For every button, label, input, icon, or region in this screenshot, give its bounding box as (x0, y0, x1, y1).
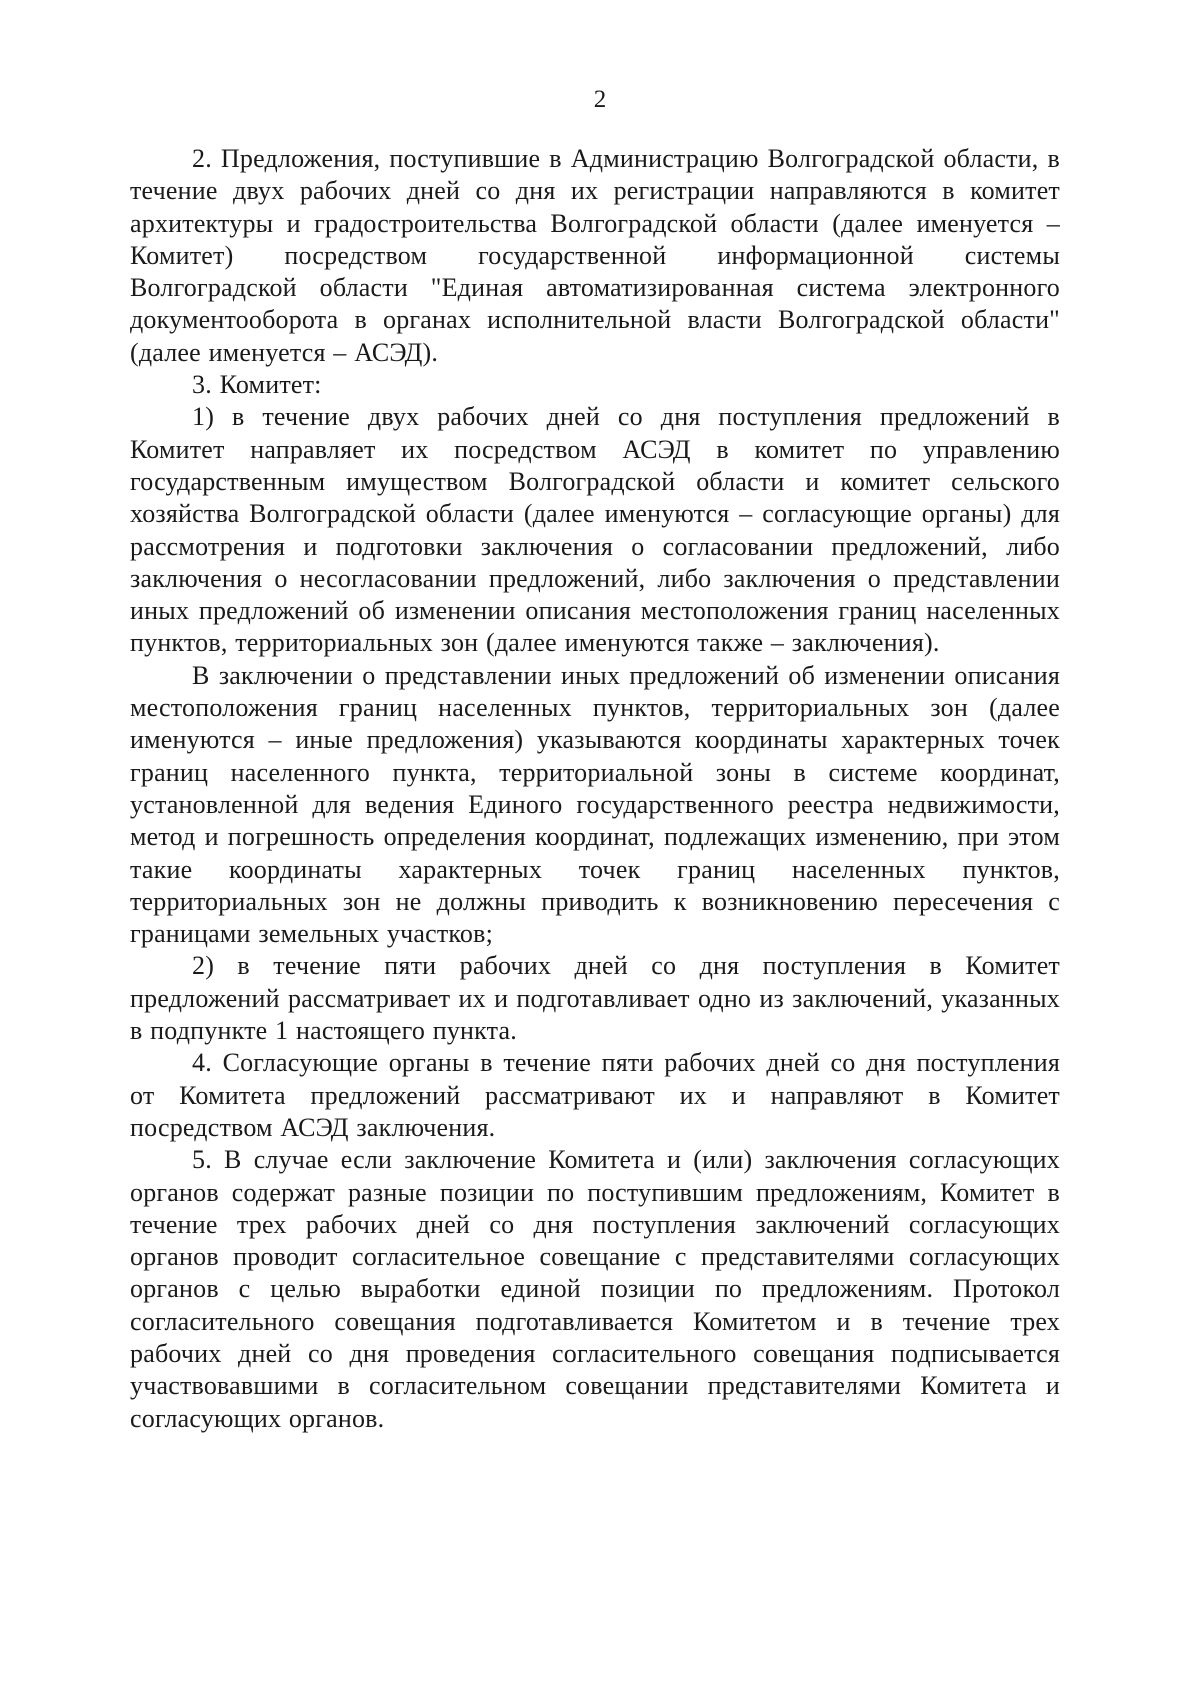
paragraph-other-proposals: В заключении о представлении иных предложений об изменении описания местоположения границ населенных пунктов, территориальных зон (далее именуются – иные предложения) указываются координаты характерных точек границ населенного пункта, территориальной зоны в системе координат, установленной для ведения Единого государственного реестра недвижимости, метод и погрешность определения координат, подлежащих изменению, при этом такие координаты характерных точек границ населенных пунктов, территориальных зон не должны приводить к возникновению пересечения с границами земельных участков; (130, 660, 1060, 949)
paragraph-item-3-heading: 3. Комитет: (192, 370, 322, 400)
paragraph-subitem-3-2: 2) в течение пяти рабочих дней со дня поступления в Комитет предложений рассматривает их и подготавливает одно из заключений, указанных в подпункте 1 настоящего пункта. (130, 951, 1060, 1046)
paragraph-subitem-3-1: 1) в течение двух рабочих дней со дня поступления предложений в Комитет направляет их посредством АСЭД в комитет по управлению государственным имуществом Волгоградской области и комитет сельского хозяйства Волгоградской области (далее именуются – согласующие органы) для рассмотрения и подготовки заключения о согласовании предложений, либо заключения о несогласовании предложений, либо заключения о представлении иных предложений об изменении описания местоположения границ населенных пунктов, территориальных зон (далее именуются также – заключения). (130, 402, 1060, 658)
paragraph-item-4: 4. Согласующие органы в течение пяти рабочих дней со дня поступления от Комитета предложений рассматривают их и направляют в Комитет посредством АСЭД заключения. (130, 1048, 1060, 1142)
paragraph-item-5: 5. В случае если заключение Комитета и (или) заключения согласующих органов содержат разные позиции по поступившим предложениям, Комитет в течение трех рабочих дней со дня поступления заключений согласующих органов проводит согласительное совещание с представителями согласующих органов с целью выработки единой позиции по предложениям. Протокол согласительного совещания подготавливается Комитетом и в течение трех рабочих дней со дня проведения согласительного совещания подписывается участвовавшими в согласительном совещании представителями Комитета и согласующих органов. (130, 1145, 1060, 1433)
paragraph-item-2: 2. Предложения, поступившие в Администрацию Волгоградской области, в течение двух рабочих дней со дня их регистрации направляются в комитет архитектуры и градостроительства Волгоградской области (далее именуется – Комитет) посредством государственной информационной системы Волгоградской области "Единая автоматизированная система электронного документооборота в органах исполнительной власти Волгоградской области" (далее именуется – АСЭД). (130, 144, 1060, 367)
page-number: 2 (593, 86, 607, 113)
document-body (130, 143, 1060, 1435)
